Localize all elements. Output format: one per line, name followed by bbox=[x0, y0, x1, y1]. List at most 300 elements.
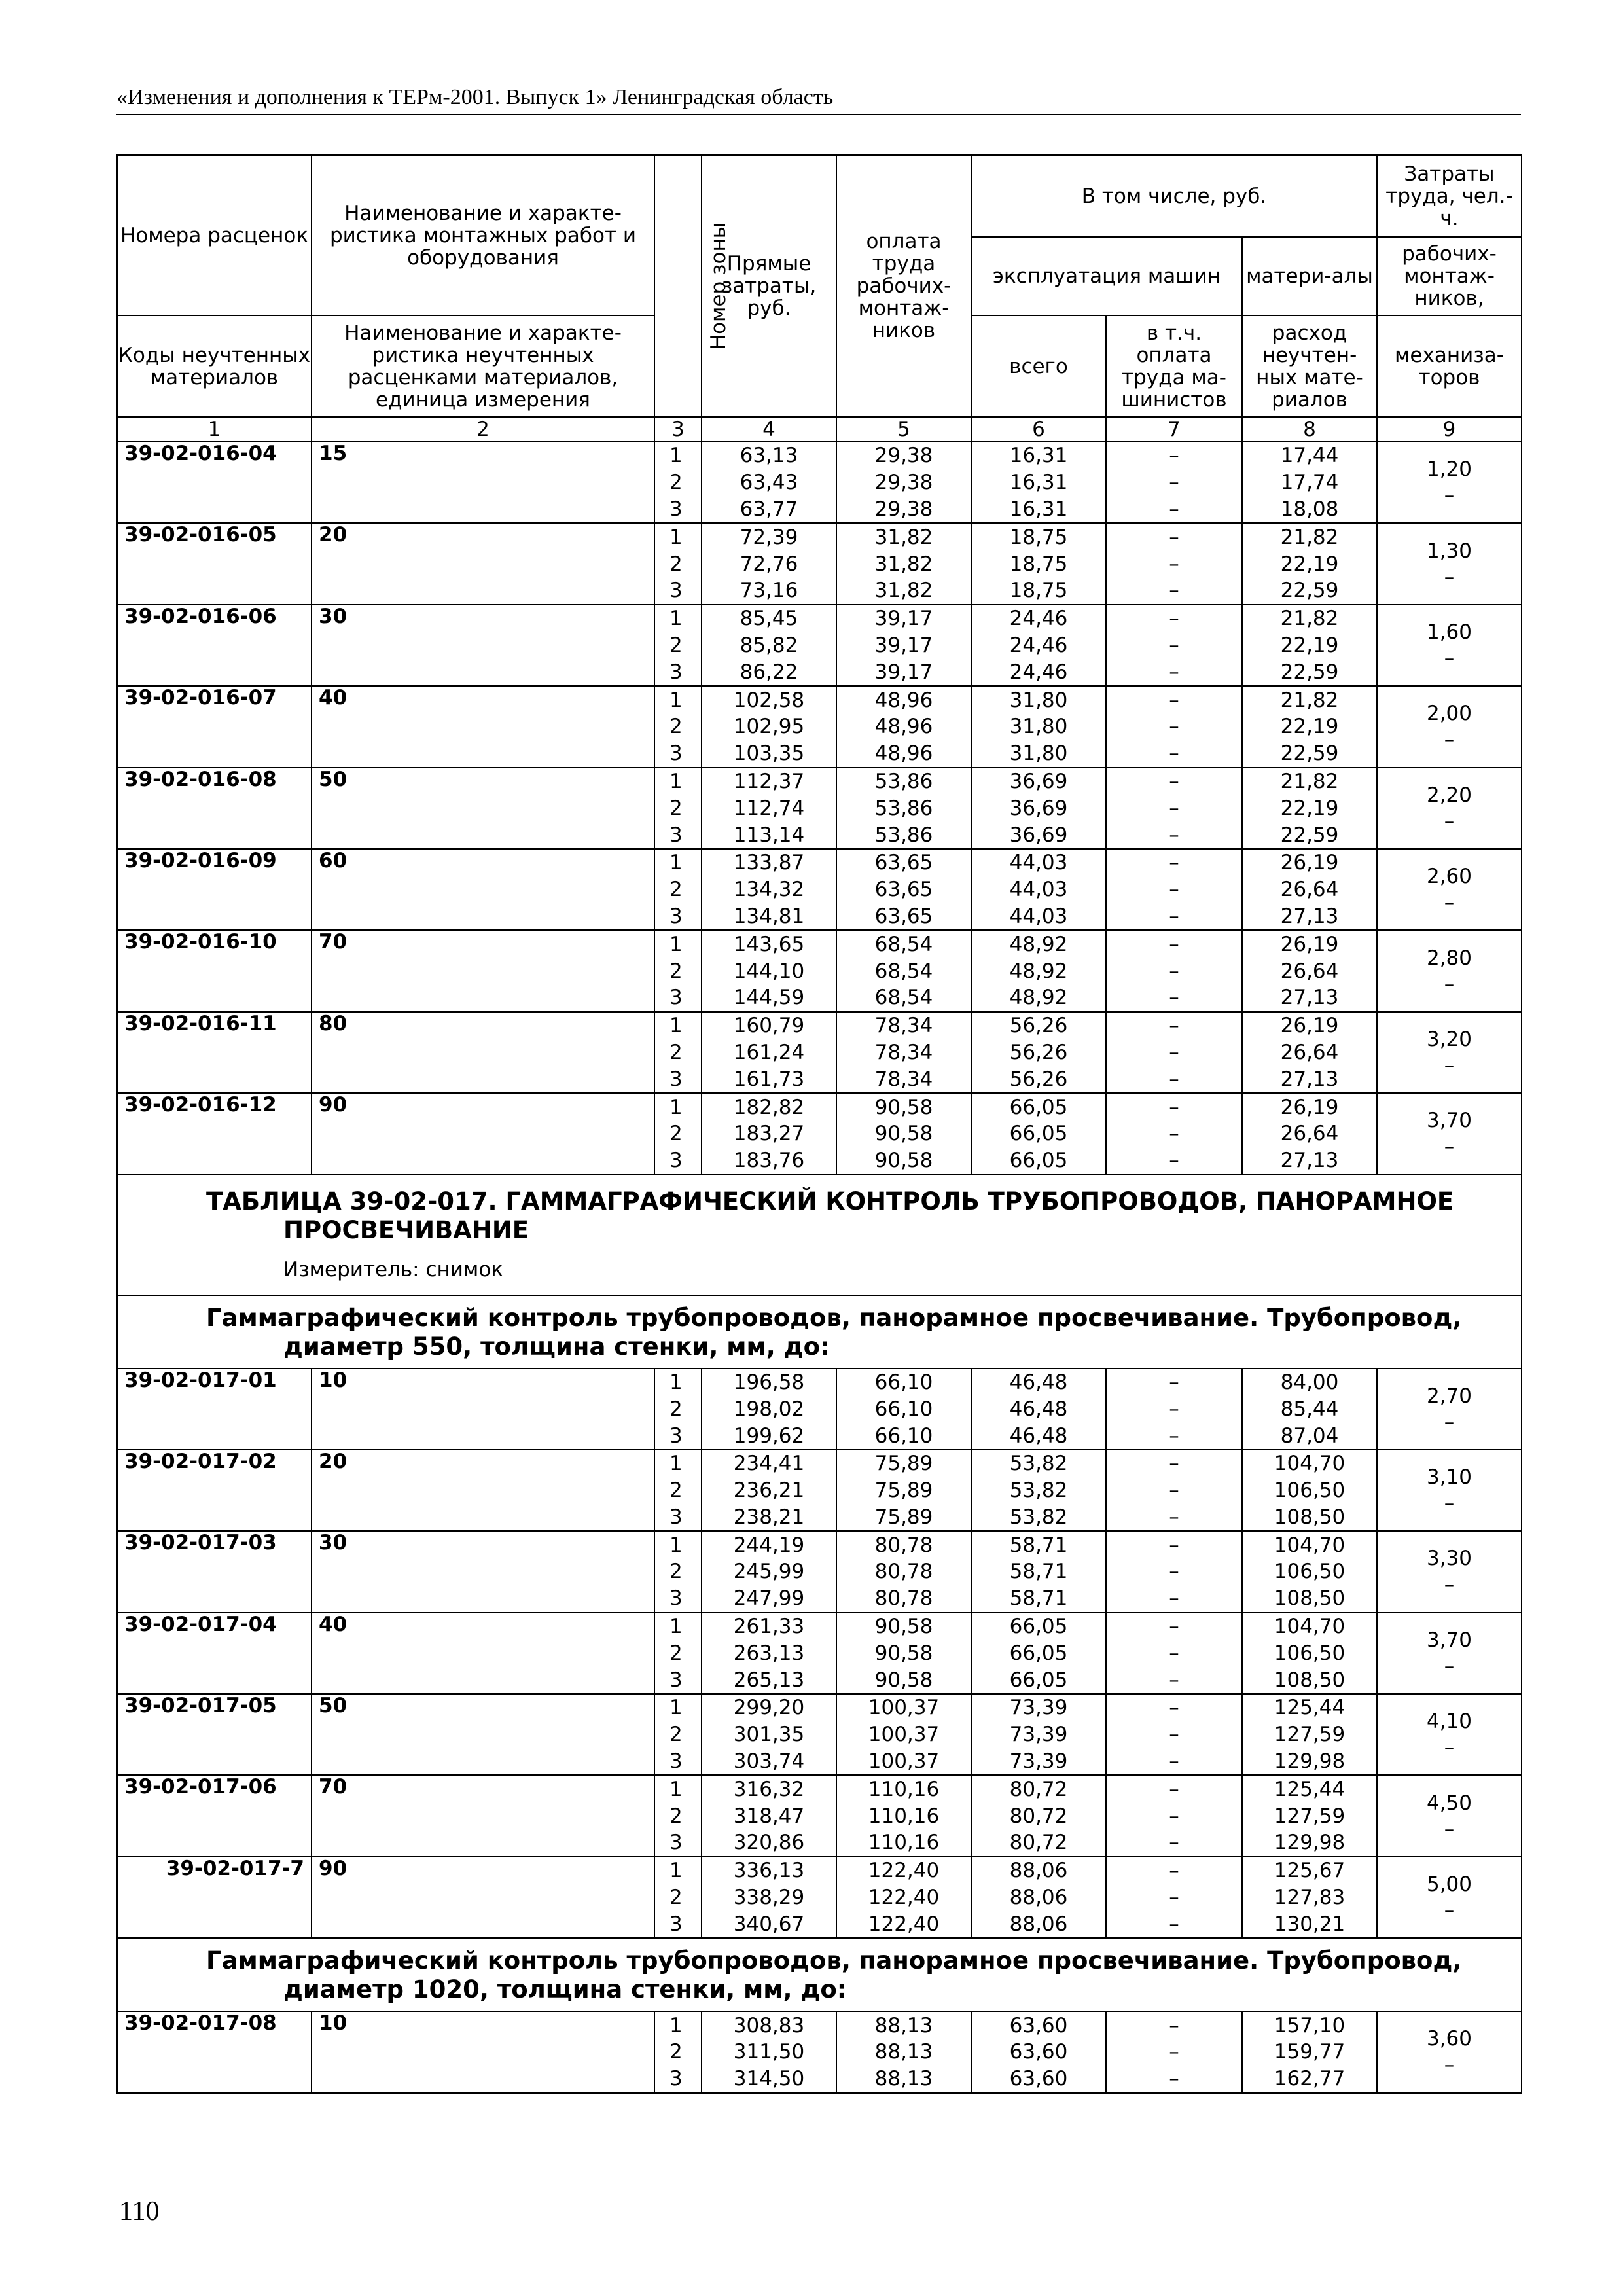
zone-number: 1 bbox=[654, 1093, 702, 1121]
rate-code: 39-02-016-08 bbox=[117, 768, 312, 849]
machine-cost: 56,26 bbox=[971, 1039, 1106, 1066]
direct-cost: 113,14 bbox=[702, 821, 836, 849]
machine-cost: 63,60 bbox=[971, 2039, 1106, 2066]
worker-wage: 90,58 bbox=[836, 1613, 971, 1640]
direct-cost: 73,16 bbox=[702, 577, 836, 605]
rate-code: 39-02-016-04 bbox=[117, 442, 312, 523]
labor-dash: – bbox=[1444, 646, 1455, 670]
column-number: 5 bbox=[836, 417, 971, 442]
driver-wage-dash: – bbox=[1106, 1585, 1242, 1613]
header-nomer-zony bbox=[654, 155, 731, 417]
table-row bbox=[117, 930, 1522, 958]
zone-number: 3 bbox=[654, 2066, 702, 2093]
worker-wage: 80,78 bbox=[836, 1531, 971, 1558]
section-550-line2: диаметр 550, толщина стенки, мм, до: bbox=[283, 1332, 830, 1361]
machine-cost: 48,92 bbox=[971, 958, 1106, 984]
rate-code: 39-02-017-05 bbox=[117, 1694, 312, 1775]
materials-cost: 27,13 bbox=[1242, 984, 1377, 1012]
zone-number: 2 bbox=[654, 550, 702, 577]
driver-wage-dash: – bbox=[1106, 1504, 1242, 1532]
rate-name: 90 bbox=[312, 1857, 654, 1938]
driver-wage-dash: – bbox=[1106, 1012, 1242, 1039]
direct-cost: 161,24 bbox=[702, 1039, 836, 1066]
driver-wage-dash: – bbox=[1106, 1093, 1242, 1121]
labor-dash: – bbox=[1444, 728, 1455, 752]
zone-number: 3 bbox=[654, 1147, 702, 1175]
zone-number: 1 bbox=[654, 1775, 702, 1803]
rate-name: 10 bbox=[312, 1369, 654, 1450]
worker-wage: 68,54 bbox=[836, 930, 971, 958]
labor-dash: – bbox=[1444, 1654, 1455, 1678]
worker-wage: 122,40 bbox=[836, 1857, 971, 1884]
direct-cost: 303,74 bbox=[702, 1748, 836, 1776]
worker-wage: 39,17 bbox=[836, 605, 971, 632]
driver-wage-dash: – bbox=[1106, 550, 1242, 577]
worker-wage: 78,34 bbox=[836, 1039, 971, 1066]
machine-cost: 66,05 bbox=[971, 1093, 1106, 1121]
labor-dash: – bbox=[1444, 809, 1455, 833]
direct-cost: 314,50 bbox=[702, 2066, 836, 2093]
materials-cost: 21,82 bbox=[1242, 523, 1377, 550]
worker-wage: 122,40 bbox=[836, 1910, 971, 1938]
materials-cost: 108,50 bbox=[1242, 1585, 1377, 1613]
driver-wage-dash: – bbox=[1106, 1558, 1242, 1585]
labor-value: 4,10 bbox=[1426, 1710, 1472, 1734]
machine-cost: 88,06 bbox=[971, 1884, 1106, 1911]
zone-number: 1 bbox=[654, 686, 702, 713]
direct-cost: 336,13 bbox=[702, 1857, 836, 1884]
worker-wage: 66,10 bbox=[836, 1395, 971, 1422]
rate-name: 20 bbox=[312, 523, 654, 604]
rate-name: 90 bbox=[312, 1093, 654, 1174]
machine-cost: 24,46 bbox=[971, 605, 1106, 632]
driver-wage-dash: – bbox=[1106, 1803, 1242, 1829]
driver-wage-dash: – bbox=[1106, 1613, 1242, 1640]
materials-cost: 159,77 bbox=[1242, 2039, 1377, 2066]
worker-wage: 31,82 bbox=[836, 550, 971, 577]
direct-cost: 143,65 bbox=[702, 930, 836, 958]
machine-cost: 88,06 bbox=[971, 1910, 1106, 1938]
header-pryamye: Прямые затраты, руб. bbox=[702, 155, 836, 417]
direct-cost: 112,74 bbox=[702, 795, 836, 821]
driver-wage-dash: – bbox=[1106, 1857, 1242, 1884]
section-550-cell bbox=[117, 1295, 1522, 1369]
materials-cost: 127,59 bbox=[1242, 1721, 1377, 1748]
running-head: «Изменения и дополнения к ТЕРм-2001. Выпуск 1» Ленинградская область bbox=[116, 84, 1521, 115]
driver-wage-dash: – bbox=[1106, 876, 1242, 903]
rate-code: 39-02-017-01 bbox=[117, 1369, 312, 1450]
column-number: 6 bbox=[971, 417, 1106, 442]
materials-cost: 162,77 bbox=[1242, 2066, 1377, 2093]
driver-wage-dash: – bbox=[1106, 849, 1242, 876]
table-body-017-550 bbox=[117, 1369, 1522, 1939]
worker-wage: 31,82 bbox=[836, 523, 971, 550]
materials-cost: 106,50 bbox=[1242, 1558, 1377, 1585]
worker-wage: 29,38 bbox=[836, 496, 971, 524]
driver-wage-dash: – bbox=[1106, 1721, 1242, 1748]
worker-wage: 53,86 bbox=[836, 821, 971, 849]
zone-number: 2 bbox=[654, 1803, 702, 1829]
rate-name: 30 bbox=[312, 1531, 654, 1612]
table-header bbox=[117, 155, 1522, 442]
materials-cost: 17,74 bbox=[1242, 469, 1377, 496]
labor-value: 3,10 bbox=[1426, 1465, 1472, 1490]
rate-code: 39-02-017-7 bbox=[117, 1857, 312, 1938]
rate-code: 39-02-016-09 bbox=[117, 849, 312, 930]
labor-cell bbox=[1377, 442, 1522, 523]
section-550-row bbox=[117, 1295, 1522, 1369]
driver-wage-dash: – bbox=[1106, 1910, 1242, 1938]
header-naim-neuchtennykh: Наименование и характе-ристика неучтенных расценками материалов, единица измерения bbox=[312, 315, 654, 417]
machine-cost: 80,72 bbox=[971, 1803, 1106, 1829]
table-row bbox=[117, 1857, 1522, 1884]
worker-wage: 53,86 bbox=[836, 795, 971, 821]
zone-number: 3 bbox=[654, 1504, 702, 1532]
table-row bbox=[117, 1012, 1522, 1039]
labor-value: 1,60 bbox=[1426, 620, 1472, 644]
rate-name: 50 bbox=[312, 768, 654, 849]
materials-cost: 26,19 bbox=[1242, 849, 1377, 876]
materials-cost: 22,59 bbox=[1242, 658, 1377, 686]
zone-number: 2 bbox=[654, 958, 702, 984]
labor-value: 2,80 bbox=[1426, 946, 1472, 970]
labor-dash: – bbox=[1444, 1899, 1455, 1923]
machine-cost: 36,69 bbox=[971, 821, 1106, 849]
direct-cost: 338,29 bbox=[702, 1884, 836, 1911]
direct-cost: 320,86 bbox=[702, 1829, 836, 1857]
header-zatraty-truda: Затраты труда, чел.-ч. bbox=[1377, 155, 1522, 237]
table-017-title-line1: ТАБЛИЦА 39-02-017. ГАММАГРАФИЧЕСКИЙ КОНТРОЛЬ ТРУБОПРОВОДОВ, ПАНОРАМНОЕ bbox=[206, 1187, 1454, 1215]
table-body-016 bbox=[117, 442, 1522, 1175]
zone-number: 3 bbox=[654, 821, 702, 849]
materials-cost: 104,70 bbox=[1242, 1531, 1377, 1558]
labor-dash: – bbox=[1444, 1135, 1455, 1159]
zone-number: 3 bbox=[654, 496, 702, 524]
worker-wage: 53,86 bbox=[836, 768, 971, 795]
materials-cost: 127,83 bbox=[1242, 1884, 1377, 1911]
worker-wage: 90,58 bbox=[836, 1121, 971, 1147]
machine-cost: 24,46 bbox=[971, 632, 1106, 659]
header-raskhod: расход неучтен-ных мате-риалов bbox=[1242, 315, 1377, 417]
table-row bbox=[117, 2011, 1522, 2039]
machine-cost: 46,48 bbox=[971, 1422, 1106, 1450]
zone-number: 1 bbox=[654, 1531, 702, 1558]
worker-wage: 29,38 bbox=[836, 442, 971, 469]
worker-wage: 80,78 bbox=[836, 1558, 971, 1585]
labor-value: 2,70 bbox=[1426, 1384, 1472, 1408]
materials-cost: 22,19 bbox=[1242, 795, 1377, 821]
page-number: 110 bbox=[119, 2197, 160, 2227]
section-1020-title bbox=[206, 1946, 1501, 2004]
machine-cost: 53,82 bbox=[971, 1477, 1106, 1504]
driver-wage-dash: – bbox=[1106, 496, 1242, 524]
machine-cost: 44,03 bbox=[971, 903, 1106, 931]
labor-cell bbox=[1377, 1613, 1522, 1694]
materials-cost: 17,44 bbox=[1242, 442, 1377, 469]
zone-number: 3 bbox=[654, 577, 702, 605]
labor-dash: – bbox=[1444, 1492, 1455, 1516]
driver-wage-dash: – bbox=[1106, 1066, 1242, 1093]
machine-cost: 18,75 bbox=[971, 550, 1106, 577]
header-nomera: Номера расценок bbox=[117, 155, 312, 315]
machine-cost: 73,39 bbox=[971, 1721, 1106, 1748]
machine-cost: 66,05 bbox=[971, 1666, 1106, 1694]
direct-cost: 161,73 bbox=[702, 1066, 836, 1093]
rate-code: 39-02-016-07 bbox=[117, 686, 312, 767]
worker-wage: 68,54 bbox=[836, 958, 971, 984]
zone-number: 2 bbox=[654, 1477, 702, 1504]
column-number: 9 bbox=[1377, 417, 1522, 442]
machine-cost: 53,82 bbox=[971, 1450, 1106, 1477]
labor-cell bbox=[1377, 1012, 1522, 1093]
machine-cost: 80,72 bbox=[971, 1775, 1106, 1803]
machine-cost: 44,03 bbox=[971, 849, 1106, 876]
worker-wage: 66,10 bbox=[836, 1369, 971, 1396]
rate-code: 39-02-017-02 bbox=[117, 1450, 312, 1531]
materials-cost: 129,98 bbox=[1242, 1748, 1377, 1776]
section-1020-body bbox=[117, 1938, 1522, 2011]
materials-cost: 26,64 bbox=[1242, 1039, 1377, 1066]
materials-cost: 125,44 bbox=[1242, 1694, 1377, 1721]
worker-wage: 39,17 bbox=[836, 632, 971, 659]
machine-cost: 58,71 bbox=[971, 1558, 1106, 1585]
table-body-017-1020 bbox=[117, 2011, 1522, 2092]
worker-wage: 48,96 bbox=[836, 740, 971, 768]
direct-cost: 102,95 bbox=[702, 713, 836, 740]
labor-cell bbox=[1377, 1775, 1522, 1856]
worker-wage: 100,37 bbox=[836, 1721, 971, 1748]
worker-wage: 48,96 bbox=[836, 713, 971, 740]
zone-number: 1 bbox=[654, 442, 702, 469]
driver-wage-dash: – bbox=[1106, 1640, 1242, 1666]
driver-wage-dash: – bbox=[1106, 1748, 1242, 1776]
materials-cost: 21,82 bbox=[1242, 605, 1377, 632]
materials-cost: 106,50 bbox=[1242, 1640, 1377, 1666]
worker-wage: 78,34 bbox=[836, 1066, 971, 1093]
labor-dash: – bbox=[1444, 1053, 1455, 1077]
materials-cost: 22,59 bbox=[1242, 821, 1377, 849]
zone-number: 2 bbox=[654, 469, 702, 496]
machine-cost: 36,69 bbox=[971, 768, 1106, 795]
section-550-line1: Гаммаграфический контроль трубопроводов, панорамное просвечивание. Трубопровод, bbox=[206, 1303, 1462, 1332]
zone-number: 3 bbox=[654, 1422, 702, 1450]
driver-wage-dash: – bbox=[1106, 1829, 1242, 1857]
driver-wage-dash: – bbox=[1106, 632, 1242, 659]
direct-cost: 318,47 bbox=[702, 1803, 836, 1829]
driver-wage-dash: – bbox=[1106, 1666, 1242, 1694]
labor-dash: – bbox=[1444, 1817, 1455, 1841]
materials-cost: 84,00 bbox=[1242, 1369, 1377, 1396]
materials-cost: 21,82 bbox=[1242, 686, 1377, 713]
rate-name: 50 bbox=[312, 1694, 654, 1775]
direct-cost: 199,62 bbox=[702, 1422, 836, 1450]
direct-cost: 316,32 bbox=[702, 1775, 836, 1803]
driver-wage-dash: – bbox=[1106, 1147, 1242, 1175]
zone-number: 1 bbox=[654, 2011, 702, 2039]
direct-cost: 134,32 bbox=[702, 876, 836, 903]
worker-wage: 80,78 bbox=[836, 1585, 971, 1613]
materials-cost: 85,44 bbox=[1242, 1395, 1377, 1422]
rate-name: 70 bbox=[312, 1775, 654, 1856]
zone-number: 1 bbox=[654, 1694, 702, 1721]
driver-wage-dash: – bbox=[1106, 713, 1242, 740]
driver-wage-dash: – bbox=[1106, 740, 1242, 768]
header-naim-rabot: Наименование и характе-ристика монтажных работ и оборудования bbox=[312, 155, 654, 315]
machine-cost: 31,80 bbox=[971, 686, 1106, 713]
rate-code: 39-02-017-03 bbox=[117, 1531, 312, 1612]
rate-name: 30 bbox=[312, 605, 654, 686]
worker-wage: 48,96 bbox=[836, 686, 971, 713]
table-017-title bbox=[206, 1187, 1501, 1245]
driver-wage-dash: – bbox=[1106, 1884, 1242, 1911]
nomer-zony-label: Номер зоны bbox=[707, 222, 731, 350]
materials-cost: 21,82 bbox=[1242, 768, 1377, 795]
rate-name: 20 bbox=[312, 1450, 654, 1531]
labor-dash: – bbox=[1444, 565, 1455, 589]
machine-cost: 53,82 bbox=[971, 1504, 1106, 1532]
driver-wage-dash: – bbox=[1106, 1121, 1242, 1147]
labor-cell bbox=[1377, 1450, 1522, 1531]
header-v-t-ch: в т.ч. оплата труда ма-шинистов bbox=[1106, 315, 1242, 417]
zone-number: 1 bbox=[654, 1613, 702, 1640]
driver-wage-dash: – bbox=[1106, 1395, 1242, 1422]
worker-wage: 63,65 bbox=[836, 903, 971, 931]
labor-value: 2,60 bbox=[1426, 865, 1472, 889]
driver-wage-dash: – bbox=[1106, 930, 1242, 958]
direct-cost: 183,76 bbox=[702, 1147, 836, 1175]
direct-cost: 133,87 bbox=[702, 849, 836, 876]
direct-cost: 234,41 bbox=[702, 1450, 836, 1477]
zone-number: 2 bbox=[654, 1640, 702, 1666]
labor-value: 3,70 bbox=[1426, 1109, 1472, 1133]
column-number: 2 bbox=[312, 417, 654, 442]
table-row bbox=[117, 442, 1522, 469]
machine-cost: 56,26 bbox=[971, 1066, 1106, 1093]
section-1020-line1: Гаммаграфический контроль трубопроводов, панорамное просвечивание. Трубопровод, bbox=[206, 1946, 1462, 1975]
direct-cost: 63,77 bbox=[702, 496, 836, 524]
materials-cost: 125,67 bbox=[1242, 1857, 1377, 1884]
labor-value: 2,00 bbox=[1426, 702, 1472, 726]
worker-wage: 100,37 bbox=[836, 1748, 971, 1776]
materials-cost: 125,44 bbox=[1242, 1775, 1377, 1803]
driver-wage-dash: – bbox=[1106, 1422, 1242, 1450]
labor-cell bbox=[1377, 686, 1522, 767]
zone-number: 2 bbox=[654, 795, 702, 821]
machine-cost: 56,26 bbox=[971, 1012, 1106, 1039]
direct-cost: 160,79 bbox=[702, 1012, 836, 1039]
materials-cost: 22,59 bbox=[1242, 740, 1377, 768]
direct-cost: 72,76 bbox=[702, 550, 836, 577]
table-row bbox=[117, 1531, 1522, 1558]
materials-cost: 104,70 bbox=[1242, 1450, 1377, 1477]
zone-number: 2 bbox=[654, 713, 702, 740]
materials-cost: 22,19 bbox=[1242, 550, 1377, 577]
materials-cost: 104,70 bbox=[1242, 1613, 1377, 1640]
worker-wage: 78,34 bbox=[836, 1012, 971, 1039]
worker-wage: 90,58 bbox=[836, 1640, 971, 1666]
worker-wage: 90,58 bbox=[836, 1147, 971, 1175]
driver-wage-dash: – bbox=[1106, 605, 1242, 632]
driver-wage-dash: – bbox=[1106, 686, 1242, 713]
driver-wage-dash: – bbox=[1106, 1477, 1242, 1504]
materials-cost: 27,13 bbox=[1242, 1147, 1377, 1175]
worker-wage: 31,82 bbox=[836, 577, 971, 605]
machine-cost: 46,48 bbox=[971, 1395, 1106, 1422]
materials-cost: 106,50 bbox=[1242, 1477, 1377, 1504]
labor-dash: – bbox=[1444, 1573, 1455, 1597]
direct-cost: 308,83 bbox=[702, 2011, 836, 2039]
zone-number: 2 bbox=[654, 2039, 702, 2066]
machine-cost: 16,31 bbox=[971, 442, 1106, 469]
machine-cost: 48,92 bbox=[971, 984, 1106, 1012]
labor-dash: – bbox=[1444, 2053, 1455, 2077]
machine-cost: 63,60 bbox=[971, 2066, 1106, 2093]
labor-cell bbox=[1377, 1694, 1522, 1775]
worker-wage: 75,89 bbox=[836, 1504, 971, 1532]
zone-number: 3 bbox=[654, 1748, 702, 1776]
worker-wage: 88,13 bbox=[836, 2039, 971, 2066]
labor-value: 3,20 bbox=[1426, 1027, 1472, 1051]
machine-cost: 16,31 bbox=[971, 496, 1106, 524]
zone-number: 3 bbox=[654, 1910, 702, 1938]
machine-cost: 48,92 bbox=[971, 930, 1106, 958]
driver-wage-dash: – bbox=[1106, 469, 1242, 496]
driver-wage-dash: – bbox=[1106, 2011, 1242, 2039]
table-row bbox=[117, 605, 1522, 632]
worker-wage: 66,10 bbox=[836, 1422, 971, 1450]
direct-cost: 103,35 bbox=[702, 740, 836, 768]
zone-number: 1 bbox=[654, 1857, 702, 1884]
direct-cost: 144,10 bbox=[702, 958, 836, 984]
rate-code: 39-02-017-08 bbox=[117, 2011, 312, 2092]
driver-wage-dash: – bbox=[1106, 1531, 1242, 1558]
direct-cost: 102,58 bbox=[702, 686, 836, 713]
labor-value: 3,30 bbox=[1426, 1547, 1472, 1571]
labor-value: 5,00 bbox=[1426, 1873, 1472, 1897]
direct-cost: 301,35 bbox=[702, 1721, 836, 1748]
materials-cost: 127,59 bbox=[1242, 1803, 1377, 1829]
rate-name: 15 bbox=[312, 442, 654, 523]
header-kody: Коды неучтенных материалов bbox=[117, 315, 312, 417]
driver-wage-dash: – bbox=[1106, 1450, 1242, 1477]
table-row bbox=[117, 1613, 1522, 1640]
header-oplata: оплата труда рабочих-монтаж-ников bbox=[836, 155, 971, 417]
driver-wage-dash: – bbox=[1106, 984, 1242, 1012]
machine-cost: 44,03 bbox=[971, 876, 1106, 903]
zone-number: 3 bbox=[654, 984, 702, 1012]
labor-cell bbox=[1377, 605, 1522, 686]
driver-wage-dash: – bbox=[1106, 1694, 1242, 1721]
section-550-title bbox=[206, 1304, 1501, 1361]
direct-cost: 299,20 bbox=[702, 1694, 836, 1721]
labor-value: 2,20 bbox=[1426, 783, 1472, 807]
direct-cost: 86,22 bbox=[702, 658, 836, 686]
zone-number: 1 bbox=[654, 605, 702, 632]
zone-number: 2 bbox=[654, 1558, 702, 1585]
worker-wage: 110,16 bbox=[836, 1803, 971, 1829]
worker-wage: 63,65 bbox=[836, 876, 971, 903]
direct-cost: 63,43 bbox=[702, 469, 836, 496]
materials-cost: 22,19 bbox=[1242, 632, 1377, 659]
column-numbers-row bbox=[117, 417, 1522, 442]
labor-dash: – bbox=[1444, 891, 1455, 915]
machine-cost: 31,80 bbox=[971, 713, 1106, 740]
zone-number: 2 bbox=[654, 1395, 702, 1422]
worker-wage: 90,58 bbox=[836, 1666, 971, 1694]
table-017-banner bbox=[117, 1175, 1522, 1295]
worker-wage: 29,38 bbox=[836, 469, 971, 496]
table-row bbox=[117, 1775, 1522, 1803]
